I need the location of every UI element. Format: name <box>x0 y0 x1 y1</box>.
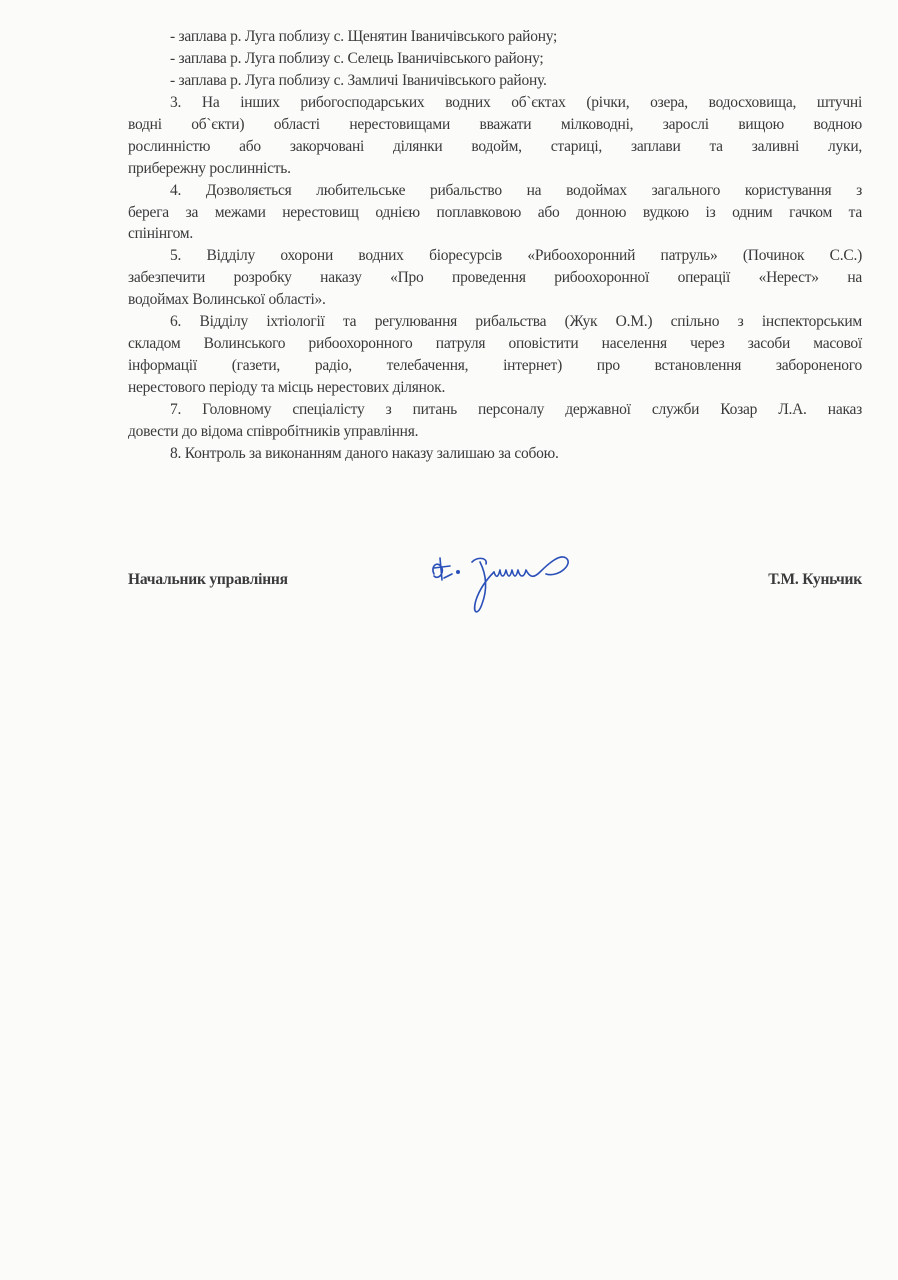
text-line: довести до відома співробітників управління. <box>128 422 419 440</box>
paragraph <box>128 70 862 92</box>
text-line: спінінгом. <box>128 225 193 243</box>
text-line: берега за межами нерестовищ однією поплавковою або донною вудкою із одним гачком та <box>128 203 862 221</box>
paragraph <box>128 245 862 311</box>
text-line: - заплава р. Луга поблизу с. Селець Іваничівського району; <box>170 49 544 67</box>
text-line: - заплава р. Луга поблизу с. Замличі Іваничівського району. <box>170 71 547 89</box>
text-line: інформації (газети, радіо, телебачення, інтернет) про встановлення забороненого <box>128 357 862 375</box>
handwritten-signature <box>428 548 593 620</box>
text-line: нерестового періоду та місць нерестових ділянок. <box>128 379 446 396</box>
paragraph <box>128 180 862 246</box>
paragraph <box>128 311 862 399</box>
document-body <box>128 26 862 465</box>
text-line: прибережну рослинність. <box>128 159 291 177</box>
text-line: водні об`єкти) області нерестовищами вважати мілководні, зарослі вищою водною <box>128 115 862 133</box>
text-line: 8. Контроль за виконанням даного наказу залишаю за собою. <box>170 444 559 462</box>
text-line: рослинністю або закорчовані ділянки водойм, стариці, заплави та заливні луки, <box>128 137 862 155</box>
text-line: складом Волинського рибоохоронного патруля оповістити населення через засоби масової <box>128 335 862 353</box>
text-line: водоймах Волинської області». <box>128 291 326 309</box>
text-line: 3. На інших рибогосподарських водних об`єктах (річки, озера, водосховища, штучні <box>170 93 862 111</box>
text-line: забезпечити розробку наказу «Про проведення рибоохоронної операції «Нерест» на <box>128 269 862 287</box>
paragraph <box>128 399 862 443</box>
signatory-name: Т.М. Куньчик <box>768 571 862 588</box>
text-line: - заплава р. Луга поблизу с. Щенятин Іваничівського району; <box>170 28 558 45</box>
text-line: 5. Відділу охорони водних біоресурсів «Рибоохоронний патруль» (Починок С.С.) <box>170 247 862 265</box>
signatory-position: Начальник управління <box>128 571 288 588</box>
text-line: 7. Головному спеціалісту з питань персоналу державної служби Козар Л.А. наказ <box>170 400 862 418</box>
text-line: 6. Відділу іхтіології та регулювання рибальства (Жук О.М.) спільно з інспекторським <box>170 313 862 331</box>
paragraph <box>128 443 862 465</box>
paragraph <box>128 26 862 48</box>
text-line: 4. Дозволяється любительське рибальство на водоймах загального користування з <box>170 181 862 199</box>
paragraph <box>128 48 862 70</box>
paragraph <box>128 92 862 180</box>
